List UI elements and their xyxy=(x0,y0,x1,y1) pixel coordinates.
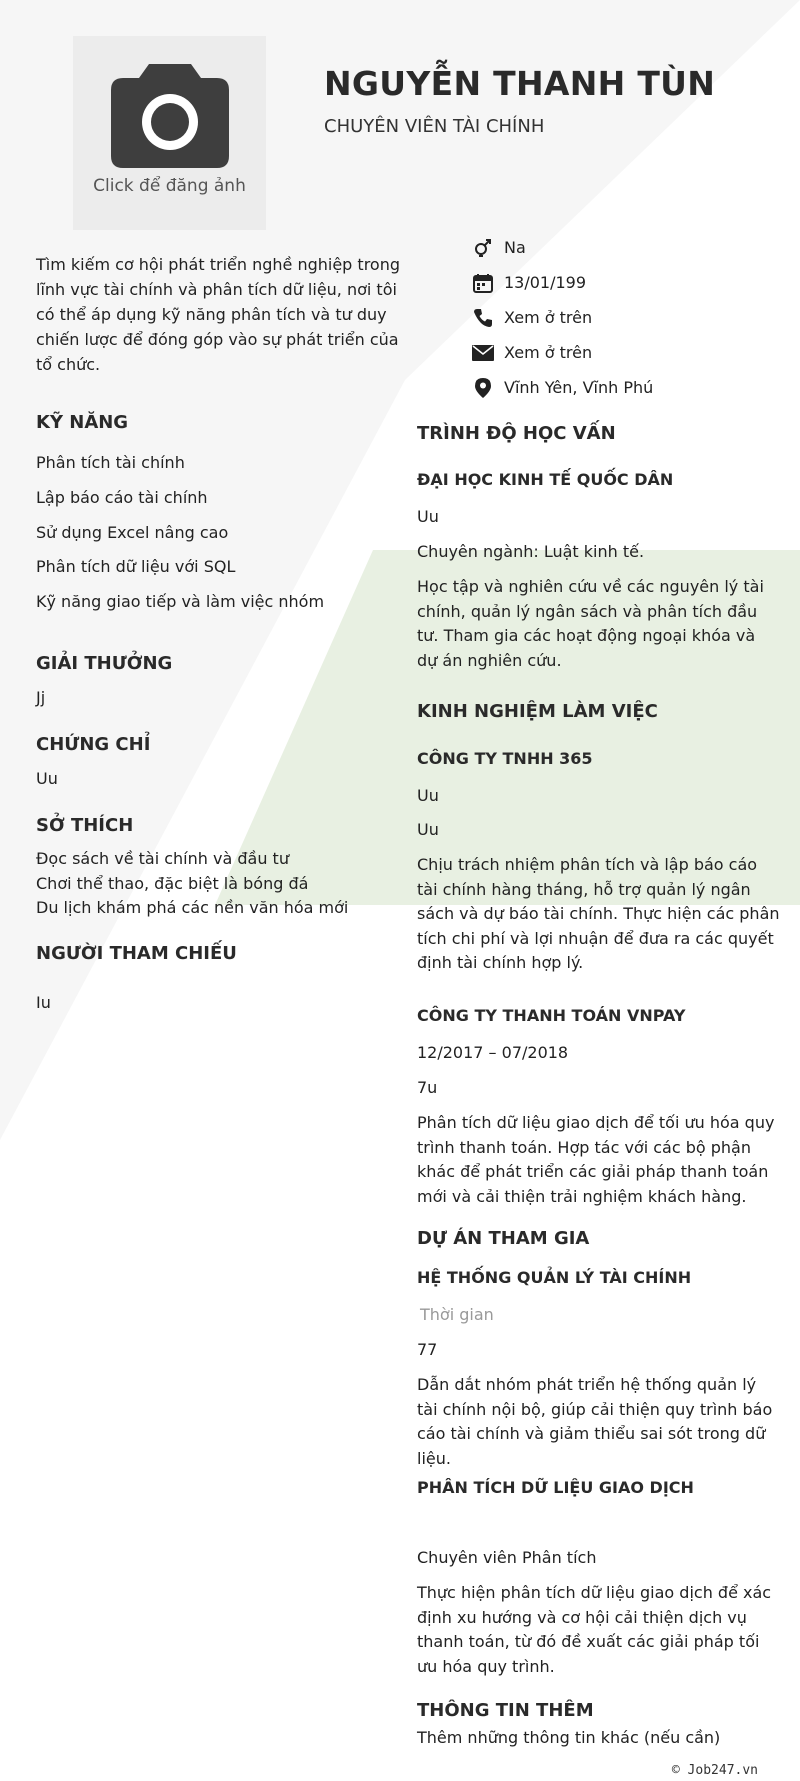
skills-heading[interactable]: KỸ NĂNG xyxy=(36,412,129,433)
job-company[interactable]: CÔNG TY TNHH 365 xyxy=(417,749,593,768)
skill-item[interactable]: Lập báo cáo tài chính xyxy=(36,488,208,507)
photo-caption: Click để đăng ảnh xyxy=(93,176,246,196)
phone-icon xyxy=(472,307,494,329)
gender-icon xyxy=(472,237,494,259)
project-time-placeholder[interactable]: Thời gian xyxy=(420,1305,494,1324)
contact-info xyxy=(472,230,653,405)
email-icon xyxy=(472,342,494,364)
job-role[interactable]: 7u xyxy=(417,1078,438,1097)
education-school[interactable]: ĐẠI HỌC KINH TẾ QUỐC DÂN xyxy=(417,470,674,489)
references-heading[interactable]: NGƯỜI THAM CHIẾU xyxy=(36,943,237,964)
footer-watermark: © Job247.vn xyxy=(671,1763,758,1778)
references-value[interactable]: Iu xyxy=(36,993,51,1012)
calendar-icon xyxy=(472,272,494,294)
job-title[interactable]: CHUYÊN VIÊN TÀI CHÍNH xyxy=(324,116,545,137)
awards-heading[interactable]: GIẢI THƯỞNG xyxy=(36,653,173,674)
additional-heading[interactable]: THÔNG TIN THÊM xyxy=(417,1700,594,1721)
photo-upload[interactable] xyxy=(73,36,266,230)
contact-gender[interactable] xyxy=(472,230,653,265)
education-heading[interactable]: TRÌNH ĐỘ HỌC VẤN xyxy=(417,423,616,444)
location-pin-icon xyxy=(472,377,494,399)
job-time[interactable]: Uu xyxy=(417,786,439,805)
contact-email[interactable] xyxy=(472,335,653,370)
birthday-value: 13/01/199 xyxy=(504,273,587,292)
contact-address[interactable] xyxy=(472,370,653,405)
skill-item[interactable]: Sử dụng Excel nâng cao xyxy=(36,523,229,542)
project-name[interactable]: PHÂN TÍCH DỮ LIỆU GIAO DỊCH xyxy=(417,1478,694,1497)
education-time[interactable]: Uu xyxy=(417,507,439,526)
hobby-item[interactable]: Chơi thể thao, đặc biệt là bóng đá xyxy=(36,874,309,893)
career-objective[interactable]: Tìm kiếm cơ hội phát triển nghề nghiệp trong lĩnh vực tài chính và phân tích dữ liệu, nơi tôi có thể áp dụng kỹ năng phân tích và tư duy chiến lược để đóng góp vào sự phát triển của tổ chức. xyxy=(36,255,400,374)
job-role[interactable]: Uu xyxy=(417,820,439,839)
skill-item[interactable]: Phân tích dữ liệu với SQL xyxy=(36,557,236,576)
skill-item[interactable]: Kỹ năng giao tiếp và làm việc nhóm xyxy=(36,592,325,611)
hobbies-heading[interactable]: SỞ THÍCH xyxy=(36,815,134,836)
additional-value[interactable]: Thêm những thông tin khác (nếu cần) xyxy=(417,1728,721,1747)
job-company[interactable]: CÔNG TY THANH TOÁN VNPAY xyxy=(417,1006,686,1025)
certificates-heading[interactable]: CHỨNG CHỈ xyxy=(36,734,151,755)
experience-heading[interactable]: KINH NGHIỆM LÀM VIỆC xyxy=(417,701,658,722)
address-value: Vĩnh Yên, Vĩnh Phú xyxy=(504,378,654,397)
hobby-item[interactable]: Du lịch khám phá các nền văn hóa mới xyxy=(36,898,349,917)
project-description[interactable]: Dẫn dắt nhóm phát triển hệ thống quản lý tài chính nội bộ, giúp cải thiện quy trình báo cáo tài chính và giảm thiểu sai sót trong dữ liệu. xyxy=(417,1375,773,1468)
hobby-item[interactable]: Đọc sách về tài chính và đầu tư xyxy=(36,849,289,868)
project-name[interactable]: HỆ THỐNG QUẢN LÝ TÀI CHÍNH xyxy=(417,1268,692,1287)
education-description[interactable]: Học tập và nghiên cứu về các nguyên lý tài chính, quản lý ngân sách và phân tích đầu tư. Tham gia các hoạt động ngoại khóa và dự án nghiên cứu. xyxy=(417,577,764,670)
job-description[interactable]: Chịu trách nhiệm phân tích và lập báo cáo tài chính hàng tháng, hỗ trợ quản lý ngân sách và dự báo tài chính. Thực hiện các phân tích chi phí và lợi nhuận để đưa ra các quyết định tài chính hợp lý. xyxy=(417,855,780,972)
job-time[interactable]: 12/2017 – 07/2018 xyxy=(417,1043,569,1062)
project-description[interactable]: Thực hiện phân tích dữ liệu giao dịch để xác định xu hướng và cơ hội cải thiện dịch vụ thanh toán, từ đó đề xuất các giải pháp tối ưu hóa quy trình. xyxy=(417,1583,772,1676)
contact-phone[interactable] xyxy=(472,300,653,335)
gender-value: Na xyxy=(504,238,526,257)
projects-heading[interactable]: DỰ ÁN THAM GIA xyxy=(417,1228,590,1249)
contact-birthday[interactable] xyxy=(472,265,653,300)
education-major[interactable]: Chuyên ngành: Luật kinh tế. xyxy=(417,542,645,561)
phone-value: Xem ở trên xyxy=(504,308,593,327)
full-name[interactable]: NGUYỄN THANH TÙN xyxy=(324,64,716,103)
project-role[interactable]: 77 xyxy=(417,1340,438,1359)
awards-value[interactable]: Jj xyxy=(36,688,46,707)
certificates-value[interactable]: Uu xyxy=(36,769,58,788)
camera-icon xyxy=(111,64,229,168)
email-value: Xem ở trên xyxy=(504,343,593,362)
job-description[interactable]: Phân tích dữ liệu giao dịch để tối ưu hóa quy trình thanh toán. Hợp tác với các bộ phận khác để phát triển các giải pháp thanh toán mới và cải thiện trải nghiệm khách hàng. xyxy=(417,1113,775,1206)
project-role[interactable]: Chuyên viên Phân tích xyxy=(417,1548,597,1567)
skill-item[interactable]: Phân tích tài chính xyxy=(36,453,185,472)
